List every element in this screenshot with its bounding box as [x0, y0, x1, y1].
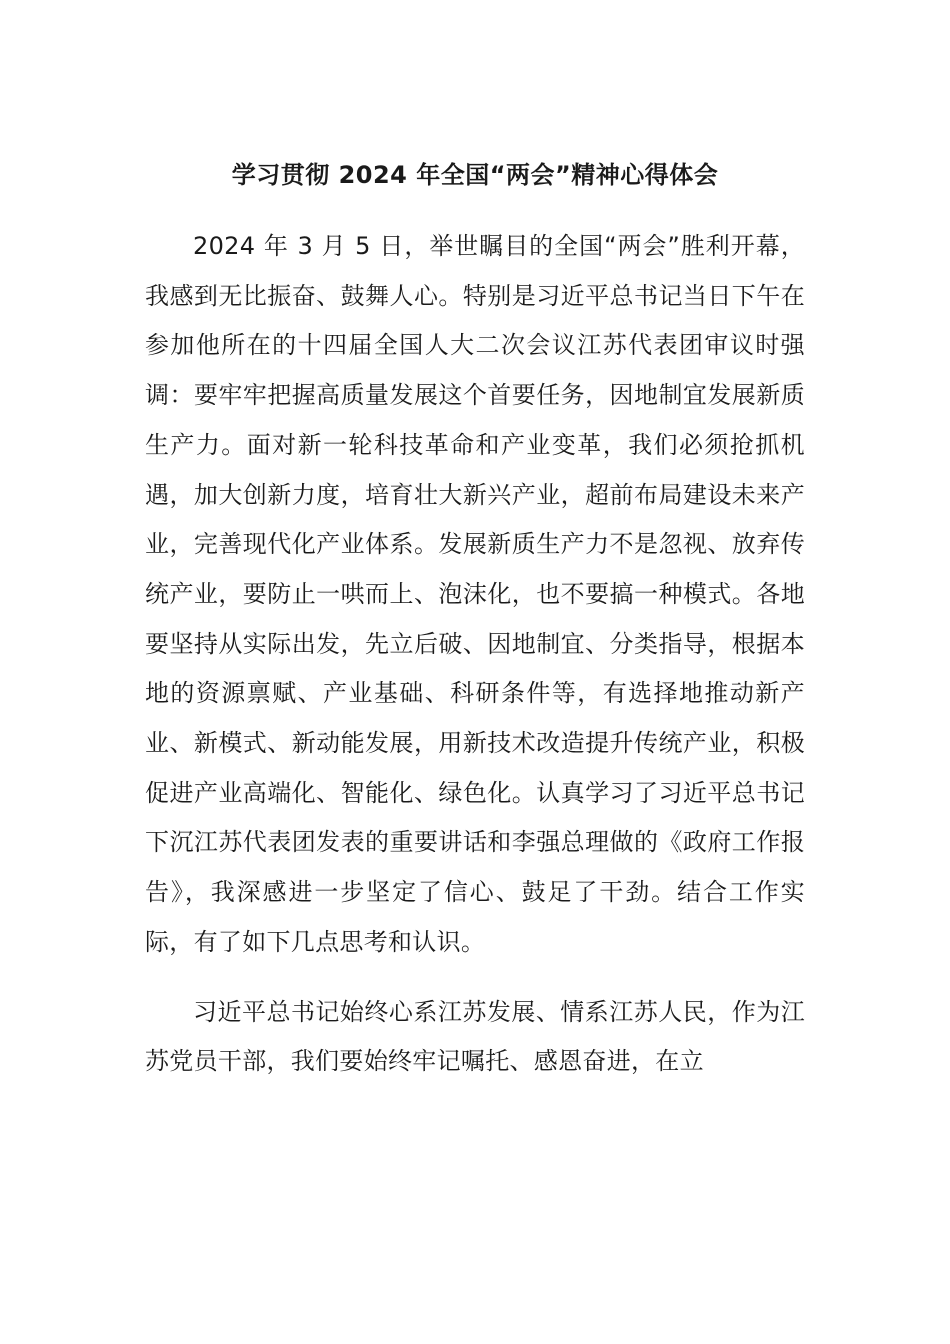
- document-title: 学习贯彻 2024 年全国“两会”精神心得体会: [231, 161, 719, 189]
- body-paragraph-1: 2024 年 3 月 5 日，举世瞩目的全国“两会”胜利开幕，我感到无比振奋、鼓舞人心。特别是习近平总书记当日下午在参加他所在的十四届全国人大二次会议江苏代表团审议时强调：要牢牢把握高质量发展这个首要任务，因地制宜发展新质生产力。面对新一轮科技革命和产业变革，我们必须抢抓机遇，加大创新力度，培育壮大新兴产业，超前布局建设未来产业，完善现代化产业体系。发展新质生产力不是忽视、放弃传统产业，要防止一哄而上、泡沫化，也不要搞一种模式。各地要坚持从实际出发，先立后破、因地制宜、分类指导，根据本地的资源禀赋、产业基础、科研条件等，有选择地推动新产业、新模式、新动能发展，用新技术改造提升传统产业，积极促进产业高端化、智能化、绿色化。认真学习了习近平总书记下沉江苏代表团发表的重要讲话和李强总理做的《政府工作报告》，我深感进一步坚定了信心、鼓足了干劲。结合工作实际，有了如下几点思考和认识。: [145, 232, 805, 956]
- body-paragraph-2: 习近平总书记始终心系江苏发展、情系江苏人民，作为江苏党员干部，我们要始终牢记嘱托、感恩奋进，在立: [145, 997, 805, 1076]
- document-page: [145, 155, 805, 1107]
